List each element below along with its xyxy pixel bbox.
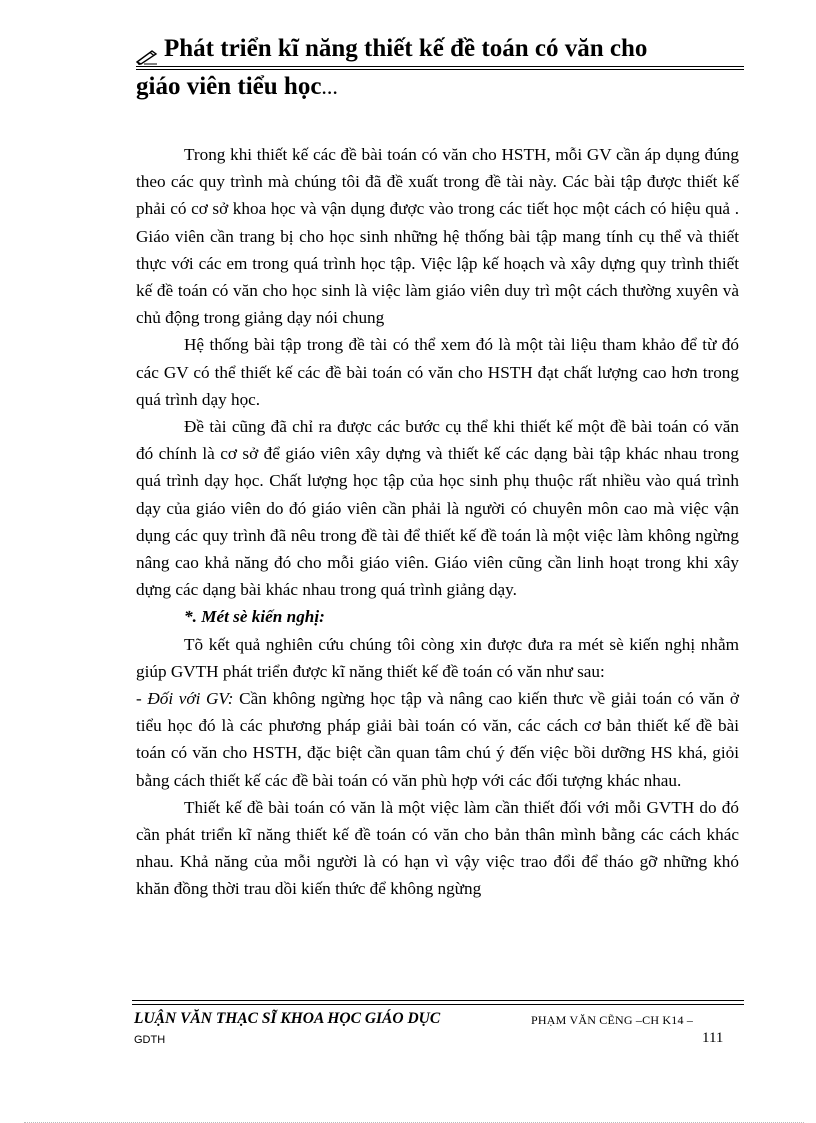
- title-text-1: Phát triển kĩ năng thiết kế đề toán có văn cho: [164, 35, 648, 62]
- title-ellipsis: ...: [321, 74, 338, 99]
- page-title-line-2: [136, 70, 744, 104]
- gv-lead: - Đối với GV:: [136, 689, 234, 709]
- section-heading-kien-nghi: *. Mét sè kiến nghị:: [184, 607, 325, 627]
- paragraph: Tõ kết quả nghiên cứu chúng tôi còng xin được đưa ra mét sè kiến nghị nhằm giúp GVTH phát triển được kĩ năng thiết kế đề toán có văn như sau:: [136, 634, 739, 681]
- title-rule: [136, 66, 744, 67]
- footer-rule: [132, 1000, 744, 1005]
- paragraph: Đề tài cũng đã chỉ ra được các bước cụ thể khi thiết kế một đề bài toán có văn đó chính là cơ sở để giáo viên xây dựng và thiết kế các dạng bài tập khác nhau trong quá trình dạy học. Chất lượng học tập của học sinh phụ thuộc rất nhiều vào quá trình dạy của giáo viên do đó giáo viên cần phải là người có chuyên môn cao mà việc vận dụng các quy trình đã nêu trong đề tài để thiết kế đề toán là một việc làm không ngừng nâng cao khả năng đó cho mỗi giáo viên. Giáo viên cũng cần linh hoạt trong khi xây dựng các dạng bài khác nhau trong quá trình giảng dạy.: [136, 417, 739, 600]
- page-title-line-1: [136, 32, 744, 66]
- paragraph: Hệ thống bài tập trong đề tài có thể xem đó là một tài liệu tham khảo để từ đó các GV có thể thiết kế các đề bài toán có văn cho HSTH đạt chất lượng cao hơn trong quá trình dạy học.: [136, 335, 739, 409]
- title-text-2: giáo viên tiểu học: [136, 73, 322, 100]
- footer-dept: GDTH: [134, 1034, 166, 1046]
- chapter-header: [136, 32, 744, 104]
- page-number: 111: [702, 1030, 724, 1046]
- gv-text: Cần không ngừng học tập và nâng cao kiến thưc về giải toán có văn ở tiểu học đó là các phương pháp giải bài toán có văn, các cách cơ bản thiết kế đề bài toán có văn cho HSTH, đặc biệt cần quan tâm chú ý đến việc bồi dưỡng HS khá, giỏi bằng cách thiết kế các đề bài toán có văn phù hợp với các đối tượng khác nhau.: [136, 689, 739, 790]
- footer-thesis-title: LUẬN VĂN THẠC SĨ KHOA HỌC GIÁO DỤC: [134, 1010, 441, 1027]
- body-text: [136, 141, 739, 903]
- paragraph: Trong khi thiết kế các đề bài toán có văn cho HSTH, mỗi GV cần áp dụng đúng theo các quy trình mà chúng tôi đã đề xuất trong đề tài này. Các bài tập được thiết kế phải có cơ sở khoa học và vận dụng được vào trong các tiết học một cách có hiệu quả . Giáo viên cần trang bị cho học sinh những hệ thống bài tập mang tính cụ thể và thiết thực với các em trong quá trình học tập. Việc lập kế hoạch và xây dựng quy trình thiết kế đề toán có văn cho học sinh là việc làm giáo viên duy trì một cách thường xuyên và chủ động trong giảng dạy nói chung: [136, 145, 739, 328]
- footer-author: PHẠM VĂN CẼNG –CH K14 –: [531, 1013, 694, 1027]
- paragraph: Thiết kế đề bài toán có văn là một việc làm cần thiết đối với mỗi GVTH do đó cần phát triển kĩ năng thiết kế đề toán có văn cho bản thân mình bằng các cách khác nhau. Khả năng của mỗi người là có hạn vì vậy việc trao đổi để tháo gỡ những khó khăn đồng thời trau dồi kiến thức để không ngừng: [136, 797, 739, 899]
- paragraph-gv: [136, 685, 739, 794]
- pencil-write-icon: [136, 41, 158, 57]
